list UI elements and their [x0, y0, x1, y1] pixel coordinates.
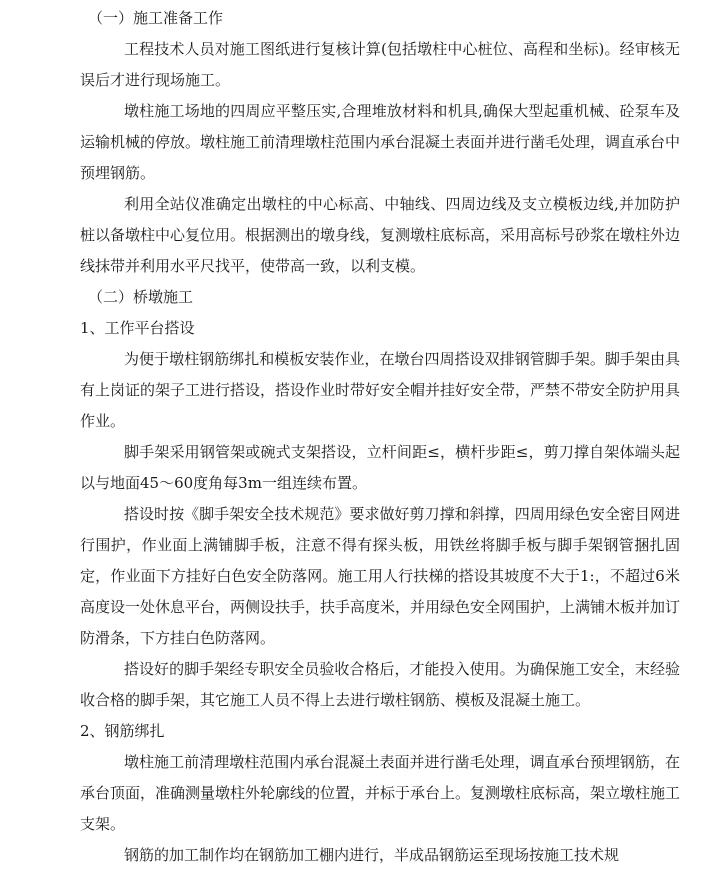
paragraph: 墩柱施工场地的四周应平整压实,合理堆放材料和机具,确保大型起重机械、砼泵车及运输机械的停放。墩柱施工前清理墩柱范围内承台混凝土表面并进行凿毛处理，调直承台中预埋钢筋。: [80, 102, 681, 182]
paragraph: 利用全站仪准确定出墩柱的中心标高、中轴线、四周边线及支立模板边线,并加防护桩以备墩柱中心复位用。根据测出的墩身线，复测墩柱底标高，采用高标号砂浆在墩柱外边线抹带并利用水平尺找平，使带高一致，以利支模。: [80, 195, 681, 275]
paragraph: 钢筋的加工制作均在钢筋加工棚内进行，半成品钢筋运至现场按施工技术规: [124, 846, 620, 864]
document-page: [80, 0, 680, 871]
paragraph: 墩柱施工前清理墩柱范围内承台混凝土表面并进行凿毛处理，调直承台预埋钢筋，在承台顶面，准确测量墩柱外轮廓线的位置，并标于承台上。复测墩柱底标高，架立墩柱施工支架。: [80, 753, 681, 833]
subsection-heading-rebar: 2、钢筋绑扎: [80, 722, 165, 740]
section-heading-pier-construction: （二）桥墩施工: [88, 288, 194, 306]
paragraph: 搭设时按《脚手架安全技术规范》要求做好剪刀撑和斜撑，四周用绿色安全密目网进行围护，作业面上满铺脚手板，注意不得有探头板，用铁丝将脚手板与脚手架钢管捆扎固定，作业面下方挂好白色安全防落网。施工用人行扶梯的搭设其坡度不大于1:，不超过6米高度设一处休息平台，两侧设扶手，扶手高度米，并用绿色安全网围护，上满铺木板并加订防滑条，下方挂白色防落网。: [80, 505, 681, 647]
paragraph: 脚手架采用钢管架或碗式支架搭设，立杆间距≤，横杆步距≤，剪刀撑自架体端头起以与地面45～60度角每3m一组连续布置。: [80, 443, 680, 492]
section-heading-preparation: （一）施工准备工作: [88, 9, 224, 27]
paragraph: 为便于墩柱钢筋绑扎和模板安装作业，在墩台四周搭设双排钢管脚手架。脚手架由具有上岗证的架子工进行搭设，搭设作业时带好安全帽并挂好安全带，严禁不带安全防护用具作业。: [80, 350, 681, 430]
paragraph: 搭设好的脚手架经专职安全员验收合格后，才能投入使用。为确保施工安全，末经验收合格的脚手架，其它施工人员不得上去进行墩柱钢筋、模板及混凝土施工。: [80, 660, 680, 709]
subsection-heading-platform: 1、工作平台搭设: [80, 319, 195, 337]
paragraph: 工程技术人员对施工图纸进行复核计算(包括墩柱中心桩位、高程和坐标)。经审核无误后才进行现场施工。: [80, 40, 680, 89]
